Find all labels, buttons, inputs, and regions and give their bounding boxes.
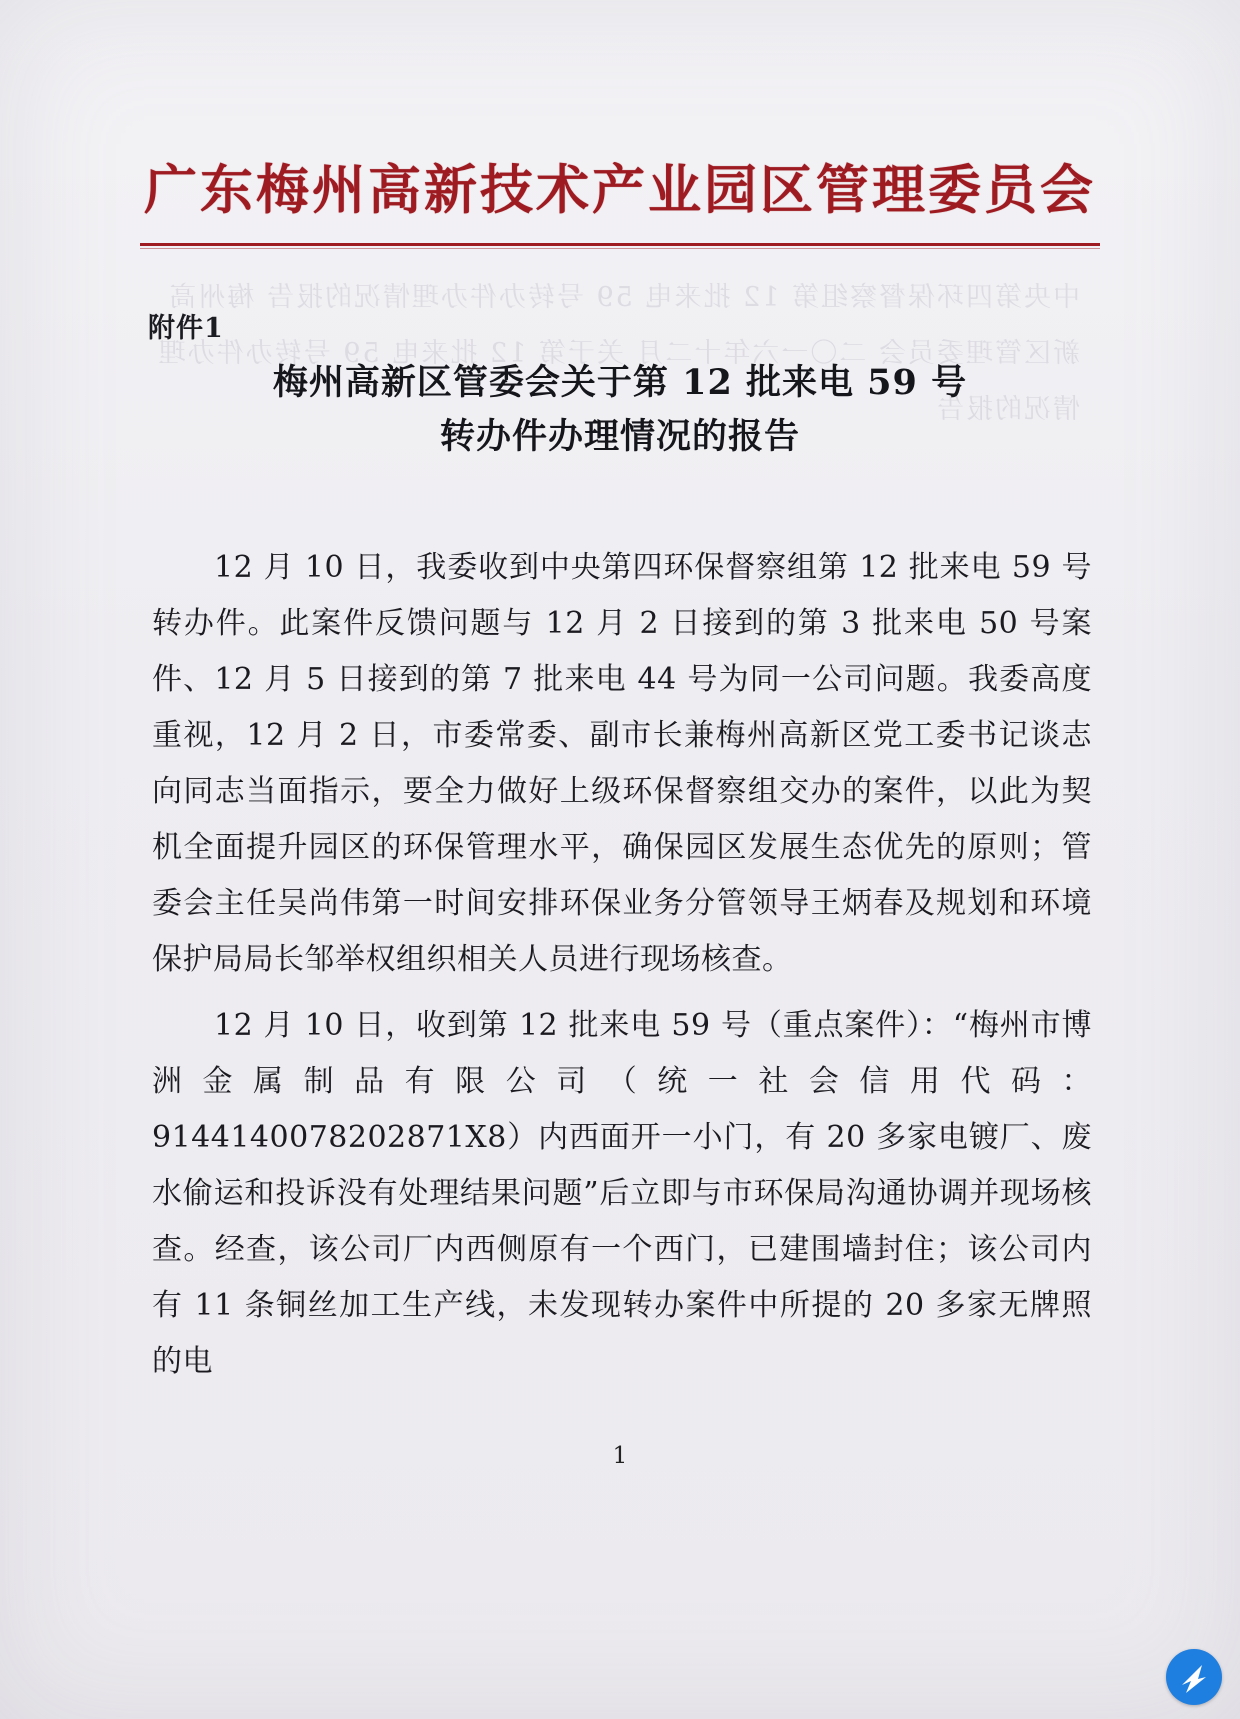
document-title-line-2: 转办件办理情况的报告 <box>439 416 800 457</box>
letterhead-rule <box>140 243 1100 246</box>
document-body <box>152 540 1092 1400</box>
reverse-side-bleed-text: 中央第四环保督察组第 12 批来电 59 号转办件办理情况的报告 梅州高新区管理委员会 二〇一六年十二月 关于第 12 批来电 59 号转办件办理情况的报告 <box>156 282 1080 425</box>
letterhead-title: 广东梅州高新技术产业园区管理委员会 <box>144 160 1096 221</box>
page-number: 1 <box>612 1443 628 1469</box>
document-title-line-1: 梅州高新区管委会关于第 12 批来电 59 号 <box>272 362 968 403</box>
paragraph: 12 月 10 日，收到第 12 批来电 59 号（重点案件）：“梅州市博洲金属制品有限公司（统一社会信用代码：9144140078202871X8）内西面开一小门，有 20 多家电镀厂、废水偷运和投诉没有处理结果问题”后立即与市环保局沟通协调并现场核查。经查，该公司厂内西侧原有一个西门，已建围墙封住；该公司内有 11 条铜丝加工生产线，未发现转办案件中所提的 20 多家无牌照的电 <box>152 1008 1092 1379</box>
document-title <box>150 356 1090 464</box>
letterhead <box>0 148 1240 224</box>
paragraph: 12 月 10 日，我委收到中央第四环保督察组第 12 批来电 59 号转办件。此案件反馈问题与 12 月 2 日接到的第 3 批来电 50 号案件、12 月 5 日接到的第 7 批来电 44 号为同一公司问题。我委高度重视，12 月 2 日，市委常委、副市长兼梅州高新区党工委书记谈志向同志当面指示，要全力做好上级环保督察组交办的案件，以此为契机全面提升园区的环保管理水平，确保园区发展生态优先的原则；管委会主任吴尚伟第一时间安排环保业务分管领导王炳春及规划和环境保护局局长邹举权组织相关人员进行现场核查。 <box>152 550 1092 977</box>
app-logo-icon <box>1166 1649 1222 1705</box>
attachment-label: 附件1 <box>148 313 224 344</box>
